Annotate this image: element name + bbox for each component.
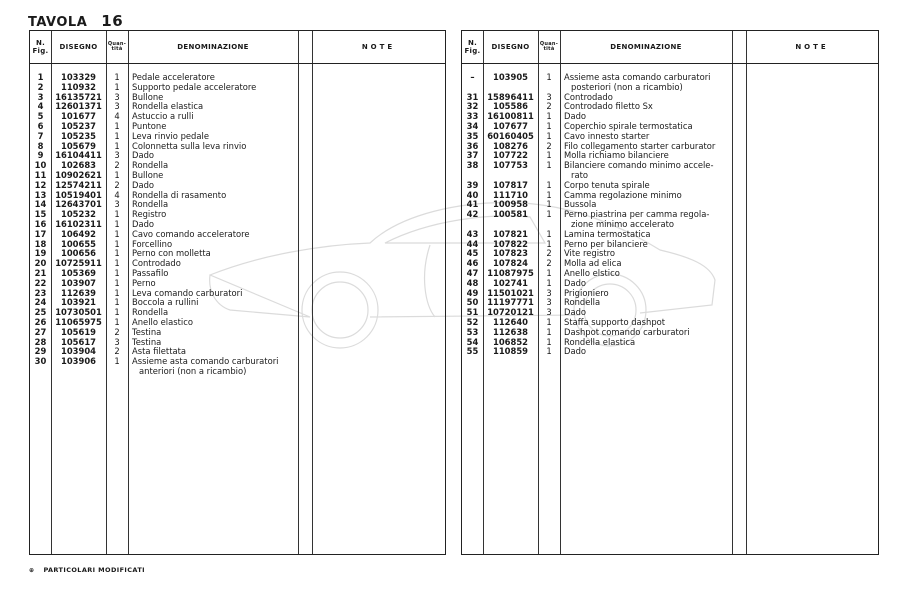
fig-number: 1 — [37, 72, 44, 82]
fig-number: 31 — [466, 91, 479, 102]
fig-number: 40 — [466, 189, 479, 200]
header-disegno: DISEGNO — [491, 43, 530, 51]
fig-number: 32 — [466, 101, 479, 112]
header-note: NOTE — [795, 43, 829, 51]
quantity: 1 — [546, 326, 552, 337]
denomination: Testina — [132, 326, 162, 337]
quantity: 2 — [114, 179, 120, 190]
denomination: Cavo comando acceleratore — [132, 228, 250, 239]
quantity: 1 — [114, 218, 120, 229]
denomination: Rondella — [132, 160, 169, 171]
drawing-number: 100958 — [493, 199, 528, 210]
fig-number: 10 — [34, 160, 47, 171]
denomination: Perno con molletta — [132, 248, 211, 259]
fig-number: 44 — [466, 238, 479, 249]
drawing-number: 11501021 — [487, 287, 534, 298]
denomination: Bullone — [132, 169, 164, 180]
denomination: Lamina termostatica — [564, 228, 651, 239]
denomination: Rondella — [132, 199, 169, 210]
fig-number: 27 — [34, 326, 47, 337]
drawing-number: 106852 — [493, 336, 528, 347]
fig-number: 6 — [37, 120, 44, 131]
fig-number: 4 — [37, 101, 44, 112]
denomination: Rondella — [564, 297, 601, 308]
denomination: Dashpot comando carburatori — [564, 326, 690, 337]
quantity: 1 — [546, 160, 552, 171]
drawing-number: 11065975 — [55, 316, 102, 327]
drawing-number: 106492 — [61, 228, 96, 239]
quantity: 2 — [114, 160, 120, 171]
drawing-number: 12601371 — [55, 101, 102, 112]
table-row — [462, 161, 878, 171]
quantity: 1 — [114, 72, 120, 82]
fig-number: 36 — [466, 140, 479, 151]
fig-number: 2 — [37, 81, 44, 92]
drawing-number: 105235 — [61, 130, 96, 141]
denomination: Dado — [564, 307, 587, 318]
fig-number: 49 — [466, 287, 479, 298]
denomination: Perno per bilanciere — [564, 238, 648, 249]
drawing-number: 105679 — [61, 140, 96, 151]
drawing-number: 10902621 — [55, 169, 102, 180]
drawing-number: 101677 — [61, 111, 96, 122]
denomination: Rondella elastica — [564, 336, 636, 347]
drawing-number: 110932 — [61, 81, 96, 92]
drawing-number: 107822 — [493, 238, 528, 249]
fig-number: 48 — [466, 277, 479, 288]
drawing-number: 10720121 — [487, 307, 534, 318]
denomination: Puntone — [132, 120, 167, 131]
header-quantita: Quan- tità — [539, 41, 559, 52]
denomination: Molla richiamo bilanciere — [564, 150, 669, 161]
quantity: 4 — [114, 189, 120, 200]
drawing-number: 103329 — [61, 72, 96, 82]
quantity: 2 — [114, 346, 120, 357]
drawing-number: 60160405 — [487, 130, 534, 141]
fig-number: 9 — [37, 150, 44, 161]
quantity: 1 — [114, 238, 120, 249]
header-fig: N. Fig. — [464, 39, 481, 55]
fig-number: 54 — [466, 336, 479, 347]
denomination: Dado — [132, 150, 155, 161]
parts-table-right — [461, 30, 879, 555]
drawing-number: 103906 — [61, 356, 96, 367]
quantity: 1 — [114, 209, 120, 220]
denomination: Filo collegamento starter carburator — [564, 140, 716, 151]
fig-number: 50 — [466, 297, 479, 308]
fig-number: 26 — [34, 316, 47, 327]
table-row — [30, 367, 445, 377]
header-fig: N. Fig. — [32, 39, 49, 55]
footer-legend — [29, 566, 145, 574]
drawing-number: 103921 — [61, 297, 96, 308]
drawing-number: 107722 — [493, 150, 528, 161]
quantity: 1 — [114, 307, 120, 318]
drawing-number: 103904 — [61, 346, 96, 357]
drawing-number: 100656 — [61, 248, 96, 259]
fig-number: 15 — [34, 209, 47, 220]
header-denominazione: DENOMINAZIONE — [610, 43, 682, 51]
denomination: Asta filettata — [132, 346, 187, 357]
denomination: Leva comando carburatori — [132, 287, 243, 298]
denomination: Testina — [132, 336, 162, 347]
quantity: 3 — [114, 91, 120, 102]
denomination: Pedale acceleratore — [132, 72, 215, 82]
drawing-number: 12643701 — [55, 199, 102, 210]
title-number: 16 — [101, 12, 124, 30]
fig-number: 51 — [466, 307, 479, 318]
fig-number: 55 — [466, 346, 479, 357]
quantity: 1 — [546, 130, 552, 141]
fig-number: 34 — [466, 120, 479, 131]
quantity: 1 — [114, 228, 120, 239]
drawing-number: 103907 — [61, 277, 96, 288]
fig-number: 45 — [466, 248, 479, 259]
denomination: Controdado — [564, 91, 613, 102]
fig-number: 21 — [34, 267, 47, 278]
quantity: 3 — [114, 150, 120, 161]
denomination: Dado — [132, 179, 155, 190]
drawing-number: 103905 — [493, 72, 528, 82]
drawing-number: 10730501 — [55, 307, 102, 318]
drawing-number: 112639 — [61, 287, 96, 298]
denomination: Prigioniero — [564, 287, 609, 298]
denomination: Controdado — [132, 258, 181, 269]
denomination: posteriori (non a ricambio) — [571, 81, 683, 92]
fig-number: 41 — [466, 199, 479, 210]
fig-number: 52 — [466, 316, 479, 327]
drawing-number: 102741 — [493, 277, 528, 288]
quantity: 1 — [114, 356, 120, 367]
drawing-number: 108276 — [493, 140, 528, 151]
quantity: 1 — [114, 267, 120, 278]
quantity: 1 — [114, 297, 120, 308]
denomination: Rondella elastica — [132, 101, 204, 112]
denomination: Molla ad elica — [564, 258, 622, 269]
quantity: 1 — [114, 277, 120, 288]
table-row — [462, 347, 878, 357]
header-disegno: DISEGNO — [59, 43, 98, 51]
quantity: 1 — [546, 228, 552, 239]
quantity: 1 — [114, 316, 120, 327]
drawing-number: 107821 — [493, 228, 528, 239]
quantity: 2 — [546, 258, 552, 269]
fig-number: – — [470, 72, 475, 82]
parts-table-left — [29, 30, 446, 555]
denomination: Rondella — [132, 307, 169, 318]
drawing-number: 16102311 — [55, 218, 102, 229]
denomination: Rondella di rasamento — [132, 189, 227, 200]
drawing-number: 11087975 — [487, 267, 534, 278]
denomination: Dado — [564, 111, 587, 122]
fig-number: 47 — [466, 267, 479, 278]
quantity: 1 — [546, 72, 552, 82]
denomination: Dado — [132, 218, 155, 229]
quantity: 1 — [546, 209, 552, 220]
drawing-number: 107824 — [493, 258, 528, 269]
denomination: Assieme asta comando carburatori — [132, 356, 279, 367]
drawing-number: 107753 — [493, 160, 528, 171]
fig-number: 17 — [34, 228, 47, 239]
drawing-number: 107677 — [493, 120, 528, 131]
fig-number: 5 — [37, 111, 44, 122]
quantity: 1 — [546, 179, 552, 190]
quantity: 3 — [546, 297, 552, 308]
quantity: 1 — [114, 258, 120, 269]
fig-number: 35 — [466, 130, 479, 141]
denomination: Perno — [132, 277, 156, 288]
drawing-number: 16135721 — [55, 91, 102, 102]
fig-number: 39 — [466, 179, 479, 190]
quantity: 1 — [546, 316, 552, 327]
denomination: Assieme asta comando carburatori — [564, 72, 711, 82]
fig-number: 43 — [466, 228, 479, 239]
denomination: Bussola — [564, 199, 597, 210]
drawing-number: 105619 — [61, 326, 96, 337]
quantity: 1 — [546, 336, 552, 347]
quantity: 1 — [546, 346, 552, 357]
fig-number: 19 — [34, 248, 47, 259]
quantity: 1 — [114, 140, 120, 151]
quantity: 1 — [114, 81, 120, 92]
title-label: TAVOLA — [28, 15, 88, 30]
fig-number: 33 — [466, 111, 479, 122]
header-note: NOTE — [361, 43, 396, 51]
quantity: 3 — [114, 101, 120, 112]
drawing-number: 111710 — [493, 189, 528, 200]
drawing-number: 15896411 — [487, 91, 534, 102]
drawing-number: 112640 — [493, 316, 528, 327]
quantity: 1 — [546, 120, 552, 131]
fig-number: 8 — [37, 140, 44, 151]
header-quantita: Quan- tità — [107, 41, 127, 52]
denomination: Anello elastico — [132, 316, 193, 327]
fig-number: 23 — [34, 287, 47, 298]
fig-number: 30 — [34, 356, 47, 367]
quantity: 1 — [546, 189, 552, 200]
drawing-number: 107823 — [493, 248, 528, 259]
drawing-number: 105617 — [61, 336, 96, 347]
header-denominazione: DENOMINAZIONE — [177, 43, 249, 51]
fig-number: 13 — [34, 189, 47, 200]
quantity: 1 — [546, 111, 552, 122]
fig-number: 24 — [34, 297, 47, 308]
denomination: Dado — [564, 277, 587, 288]
fig-number: 46 — [466, 258, 479, 269]
drawing-number: 12574211 — [55, 179, 102, 190]
denomination: Corpo tenuta spirale — [564, 179, 650, 190]
fig-number: 14 — [34, 199, 47, 210]
fig-number: 25 — [34, 307, 47, 318]
denomination: Anello elstico — [564, 267, 620, 278]
quantity: 2 — [546, 101, 552, 112]
denomination: anteriori (non a ricambio) — [139, 365, 247, 376]
drawing-number: 105586 — [493, 101, 528, 112]
modified-marker-icon: ⊕ — [29, 567, 35, 574]
fig-number: 38 — [466, 160, 479, 171]
fig-number: 20 — [34, 258, 47, 269]
drawing-number: 100581 — [493, 209, 528, 220]
quantity: 1 — [546, 238, 552, 249]
quantity: 1 — [114, 287, 120, 298]
drawing-number: 10725911 — [55, 258, 102, 269]
fig-number: 22 — [34, 277, 47, 288]
quantity: 3 — [546, 91, 552, 102]
denomination: Coperchio spirale termostatica — [564, 120, 693, 131]
denomination: Bullone — [132, 91, 164, 102]
quantity: 3 — [114, 336, 120, 347]
fig-number: 11 — [34, 169, 47, 180]
quantity: 1 — [114, 130, 120, 141]
quantity: 2 — [114, 326, 120, 337]
fig-number: 29 — [34, 346, 47, 357]
rows-left — [30, 73, 445, 377]
quantity: 1 — [546, 267, 552, 278]
denomination: Boccola a rullini — [132, 297, 199, 308]
drawing-number: 105369 — [61, 267, 96, 278]
quantity: 1 — [114, 169, 120, 180]
denomination: Forcellino — [132, 238, 173, 249]
quantity: 3 — [546, 287, 552, 298]
quantity: 2 — [546, 140, 552, 151]
quantity: 3 — [114, 199, 120, 210]
fig-number: 42 — [466, 209, 479, 220]
drawing-number: 16104411 — [55, 150, 102, 161]
denomination: Staffa supporto dashpot — [564, 316, 666, 327]
quantity: 1 — [546, 277, 552, 288]
quantity: 3 — [546, 307, 552, 318]
denomination: Perno piastrina per camma regola- — [564, 209, 710, 220]
fig-number: 3 — [37, 91, 44, 102]
drawing-number: 102683 — [61, 160, 96, 171]
denomination: Bilanciere comando minimo accele- — [564, 160, 714, 171]
denomination: Astuccio a rulli — [132, 111, 194, 122]
drawing-number: 10519401 — [55, 189, 102, 200]
denomination: Cavo innesto starter — [564, 130, 650, 141]
denomination: zione minimo accelerato — [571, 218, 674, 229]
fig-number: 7 — [37, 130, 44, 141]
drawing-number: 110859 — [493, 346, 528, 357]
fig-number: 53 — [466, 326, 479, 337]
rows-right — [462, 73, 878, 357]
denomination: rato — [571, 169, 588, 180]
fig-number: 12 — [34, 179, 47, 190]
denomination: Dado — [564, 346, 587, 357]
drawing-number: 100655 — [61, 238, 96, 249]
page-title — [28, 12, 123, 30]
denomination: Camma regolazione minimo — [564, 189, 682, 200]
drawing-number: 11197771 — [487, 297, 534, 308]
quantity: 4 — [114, 111, 120, 122]
denomination: Colonnetta sulla leva rinvio — [132, 140, 247, 151]
drawing-number: 112638 — [493, 326, 528, 337]
drawing-number: 105237 — [61, 120, 96, 131]
denomination: Vite registro — [564, 248, 616, 259]
fig-number: 16 — [34, 218, 47, 229]
quantity: 1 — [114, 120, 120, 131]
denomination: Leva rinvio pedale — [132, 130, 209, 141]
footer-text: PARTICOLARI MODIFICATI — [43, 566, 145, 574]
drawing-number: 107817 — [493, 179, 528, 190]
denomination: Controdado filetto Sx — [564, 101, 653, 112]
denomination: Supporto pedale acceleratore — [132, 81, 257, 92]
fig-number: 37 — [466, 150, 479, 161]
fig-number: 28 — [34, 336, 47, 347]
quantity: 1 — [546, 150, 552, 161]
denomination: Passafilo — [132, 267, 169, 278]
quantity: 2 — [546, 248, 552, 259]
denomination: Registro — [132, 209, 167, 220]
quantity: 1 — [114, 248, 120, 259]
fig-number: 18 — [34, 238, 47, 249]
drawing-number: 105232 — [61, 209, 96, 220]
drawing-number: 16100811 — [487, 111, 534, 122]
quantity: 1 — [546, 199, 552, 210]
